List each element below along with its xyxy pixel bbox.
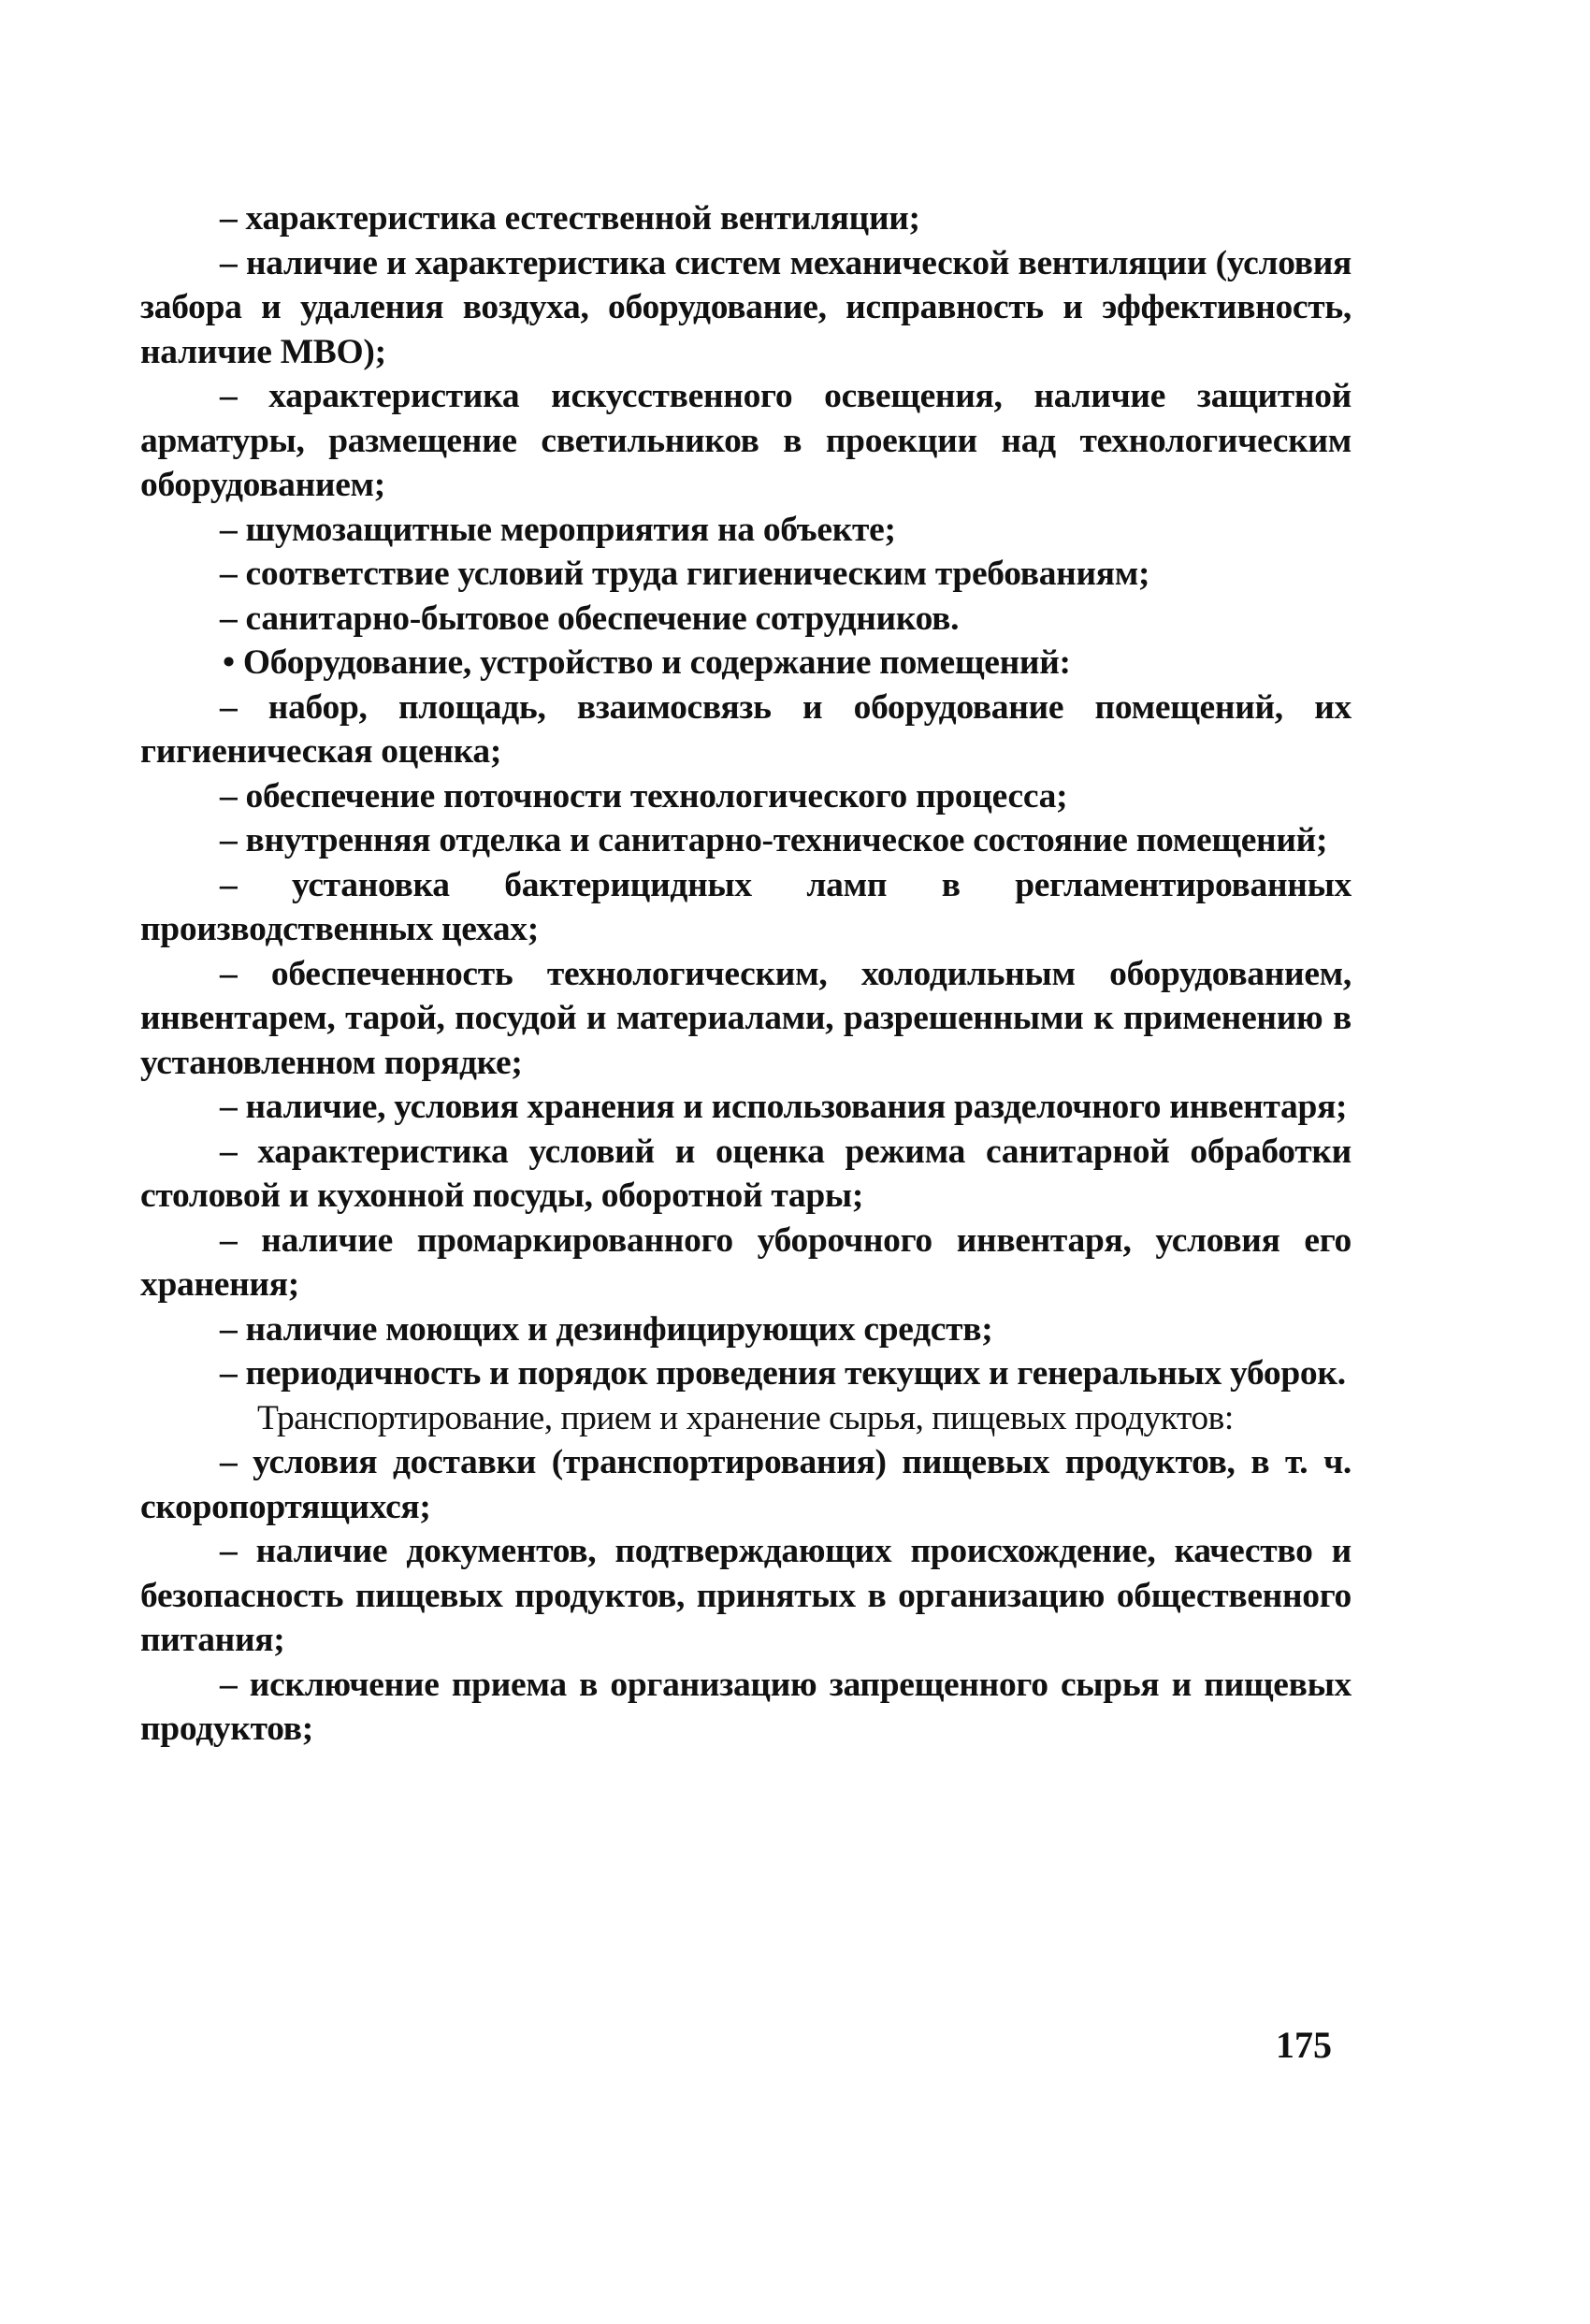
list-item: – внутренняя отделка и санитарно-техническое состояние помещений; — [220, 821, 1328, 859]
section-heading: Транспортирование, прием и хранение сырья, пищевых продуктов: — [257, 1398, 1234, 1437]
list-item: – периодичность и порядок проведения текущих и генеральных уборок. — [220, 1354, 1346, 1393]
section-heading: • Оборудование, устройство и содержание помещений: — [223, 643, 1071, 682]
list-item: – наличие документов, подтверждающих происхождение, качество и безопасность пищевых продуктов, принятых в организацию общественного питания; — [140, 1532, 1352, 1659]
list-item: – наличие промаркированного уборочного инвентаря, условия его хранения; — [140, 1220, 1352, 1304]
list-item: – условия доставки (транспортирования) пищевых продуктов, в т. ч. скоропортящихся; — [140, 1443, 1352, 1526]
page-number: 175 — [1276, 2024, 1332, 2066]
list-item: – соответствие условий труда гигиеническим требованиям; — [220, 555, 1150, 593]
list-item: – набор, площадь, взаимосвязь и оборудование помещений, их гигиеническая оценка; — [140, 687, 1352, 771]
list-item: – санитарно-бытовое обеспечение сотрудников. — [220, 599, 960, 638]
list-item: – исключение приема в организацию запрещенного сырья и пищевых продуктов; — [140, 1665, 1352, 1748]
list-item: – обеспечение поточности технологического процесса; — [220, 776, 1068, 816]
list-item: – наличие моющих и дезинфицирующих средств; — [220, 1309, 993, 1349]
list-item: – шумозащитные мероприятия на объекте; — [220, 510, 896, 549]
list-item: – установка бактерицидных ламп в регламентированных производственных цехах; — [140, 865, 1352, 948]
page-body — [140, 196, 1352, 1752]
list-item: – характеристика условий и оценка режима санитарной обработки столовой и кухонной посуды, оборотной тары; — [140, 1132, 1352, 1215]
list-item: – наличие и характеристика систем механической вентиляции (условия забора и удаления воздуха, оборудование, исправность и эффективность, наличие МВО); — [140, 243, 1352, 371]
list-item: – характеристика естественной вентиляции; — [220, 199, 920, 238]
list-item: – характеристика искусственного освещения, наличие защитной арматуры, размещение светильников в проекции над технологическим оборудованием; — [140, 377, 1352, 504]
list-item: – наличие, условия хранения и использования разделочного инвентаря; — [220, 1088, 1348, 1126]
list-item: – обеспеченность технологическим, холодильным оборудованием, инвентарем, тарой, посудой и материалами, разрешенными к применению в установленном порядке; — [140, 954, 1352, 1082]
